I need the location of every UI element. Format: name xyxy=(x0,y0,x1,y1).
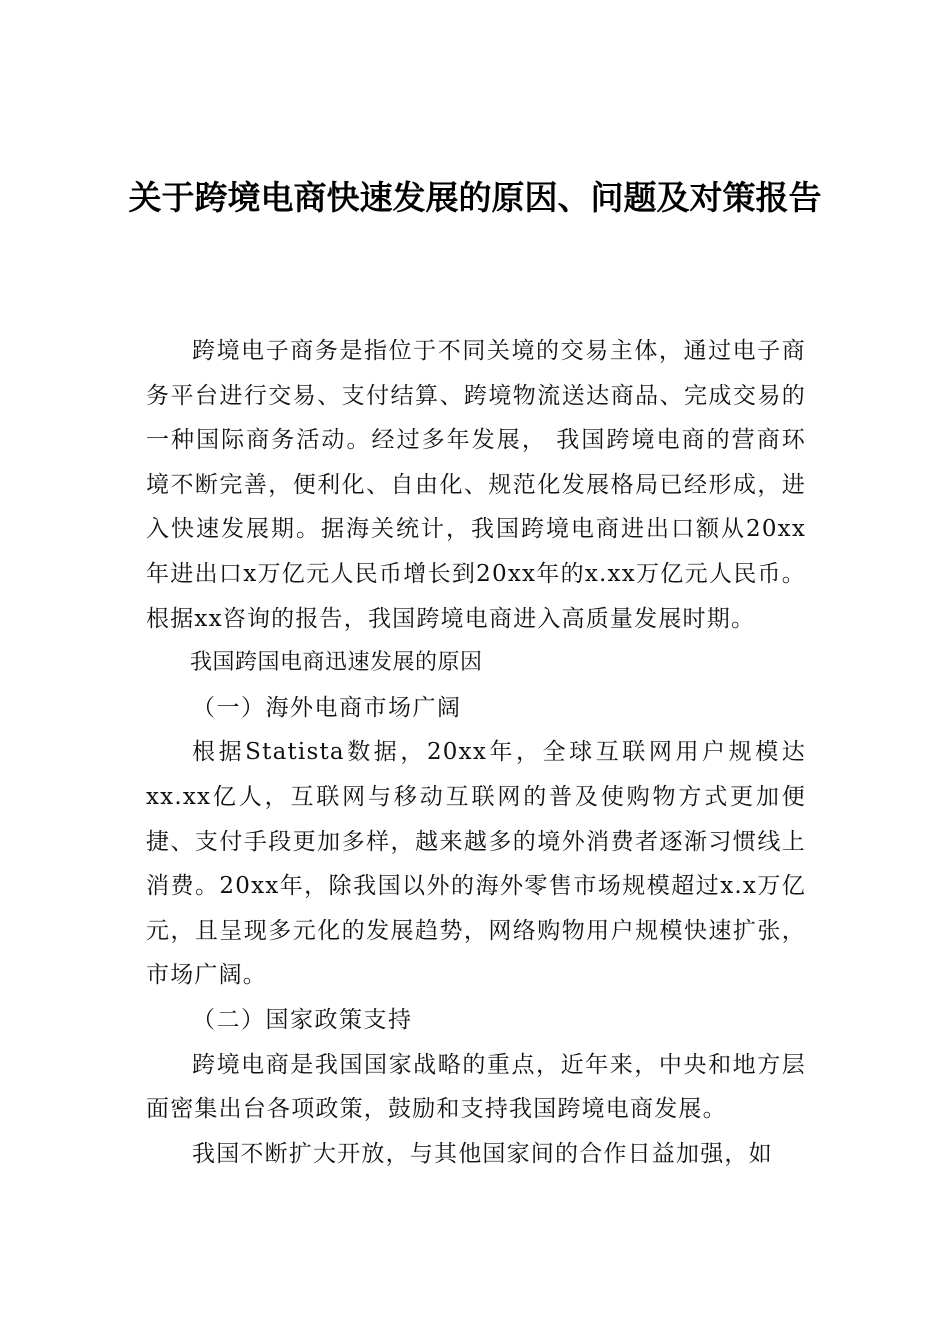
subheading-overseas-market: （一）海外电商市场广阔 xyxy=(192,694,462,721)
document-title: 关于跨境电商快速发展的原因、问题及对策报告 xyxy=(128,178,822,217)
paragraph-opening-up: 我国不断扩大开放，与其他国家间的合作日益加强，如 xyxy=(192,1140,773,1167)
paragraph-intro: 跨境电子商务是指位于不同关境的交易主体，通过电子商务平台进行交易、支付结算、跨境物流送达商品、完成交易的一种国际商务活动。经过多年发展， 我国跨境电商的营商环境不断完善，便利化、自由化、规范化发展格局已经形成，进入快速发展期。据海关统计，我国跨境电商进出口额从20xx年进出口x万亿元人民币增长到20xx年的x.xx万亿元人民币。根据xx咨询的报告，我国跨境电商进入高质量发展时期。 xyxy=(146,338,806,632)
subheading-policy-support: （二）国家政策支持 xyxy=(192,1006,413,1033)
document-body xyxy=(146,329,806,1176)
section-heading-reasons: 我国跨国电商迅速发展的原因 xyxy=(190,650,483,676)
paragraph-policy-support: 跨境电商是我国国家战略的重点，近年来，中央和地方层面密集出台各项政策，鼓励和支持我国跨境电商发展。 xyxy=(146,1051,806,1123)
paragraph-overseas-market: 根据Statista数据，20xx年，全球互联网用户规模达xx.xx亿人，互联网与移动互联网的普及使购物方式更加便捷、支付手段更加多样，越来越多的境外消费者逐渐习惯线上消费。20xx年，除我国以外的海外零售市场规模超过x.x万亿元，且呈现多元化的发展趋势，网络购物用户规模快速扩张，市场广阔。 xyxy=(146,739,806,989)
